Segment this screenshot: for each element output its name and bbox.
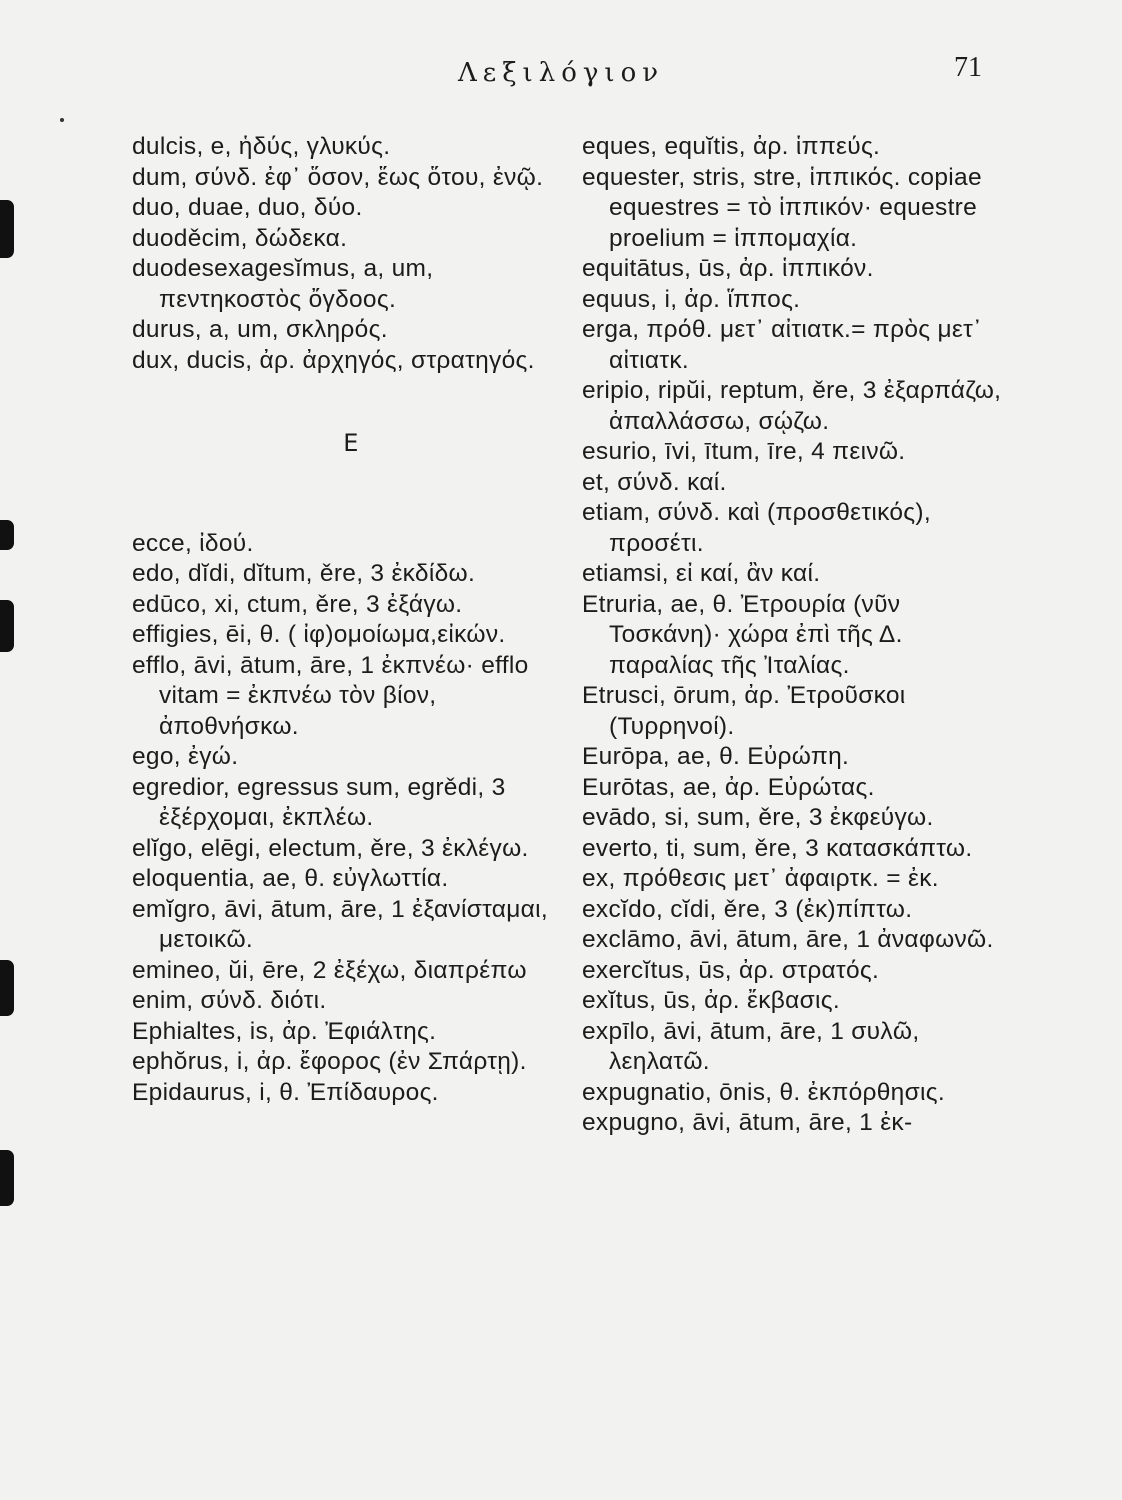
dictionary-entry: expugnatio, ōnis, θ. ἐκπόρθησις. — [582, 1078, 945, 1106]
dictionary-entry: Eurōtas, ae, ἀρ. Εὐρώτας. — [582, 773, 875, 801]
dictionary-entry: dulcis, e, ἡδύς, γλυκύς. — [132, 133, 391, 160]
left-entries-before — [132, 132, 570, 376]
dictionary-entry: Eurōpa, ae, θ. Εὐρώπη. — [582, 743, 850, 770]
dictionary-entry: eloquentia, ae, θ. εὐγλωττία. — [132, 865, 449, 892]
dictionary-entry: etiamsi, εἰ καί, ἂν καί. — [582, 560, 821, 587]
dictionary-entry: etiam, σύνδ. καὶ (προσθετικός), προσέτι. — [582, 499, 931, 557]
dictionary-entry: duodesexagesĭmus, a, um, πεντηκοστὸς ὄγδοος. — [132, 255, 434, 313]
dictionary-entry: expīlo, āvi, ātum, āre, 1 συλῶ, λεηλατῶ. — [582, 1017, 920, 1075]
dictionary-entry: enim, σύνδ. διότι. — [132, 987, 327, 1014]
right-entries — [582, 132, 1012, 1139]
dictionary-entry: esurio, īvi, ītum, īre, 4 πεινῶ. — [582, 438, 906, 465]
dictionary-entry: edo, dĭdi, dĭtum, ěre, 3 ἐκδίδω. — [132, 560, 476, 587]
dictionary-entry: effigies, ēi, θ. ( ἰφ)ομοίωμα,εἰκών. — [132, 621, 506, 648]
dictionary-entry: equus, i, ἀρ. ἵππος. — [582, 285, 801, 313]
dictionary-entry: Ephialtes, is, ἀρ. Ἐφιάλτης. — [132, 1017, 437, 1045]
dictionary-entry: equester, stris, stre, ἱππικός. copiae equestres = τὸ ἱππικόν· equestre proelium = ἱππομαχία. — [582, 163, 982, 252]
dictionary-entry: eques, equĭtis, ἀρ. ἱππεύς. — [582, 133, 881, 160]
right-column — [582, 132, 1012, 1139]
dictionary-entry: edūco, xi, ctum, ěre, 3 ἐξάγω. — [132, 590, 463, 618]
binding-mark — [0, 520, 14, 550]
dictionary-entry: dum, σύνδ. ἐφ᾽ ὅσον, ἕως ὅτου, ἐνῷ. — [132, 163, 544, 191]
binding-mark — [0, 960, 14, 1016]
page-title: Λεξιλόγιον — [457, 58, 665, 88]
dictionary-entry: exercĭtus, ūs, ἀρ. στρατός. — [582, 956, 880, 984]
dictionary-entry: ephŏrus, i, ἀρ. ἔφορος (ἐν Σπάρτῃ). — [132, 1048, 527, 1075]
dictionary-entry: elĭgo, elēgi, electum, ěre, 3 ἐκλέγω. — [132, 834, 529, 862]
dictionary-entry: Etruria, ae, θ. Ἐτρουρία (νῦν Τοσκάνη)· χώρα ἐπὶ τῆς Δ. παραλίας τῆς Ἰταλίας. — [582, 590, 903, 679]
dictionary-entry: duoděcim, δώδεκα. — [132, 224, 348, 252]
dictionary-entry: eripio, ripŭi, reptum, ěre, 3 ἐξαρπάζω, ἀπαλλάσσω, σῴζω. — [582, 377, 1002, 435]
dictionary-entry: egredior, egressus sum, egrědi, 3 ἐξέρχομαι, ἐκπλέω. — [132, 773, 506, 831]
dictionary-entry: equitātus, ūs, ἀρ. ἱππικόν. — [582, 255, 874, 282]
dictionary-entry: emĭgro, āvi, ātum, āre, 1 ἐξανίσταμαι, μετοικῶ. — [132, 895, 548, 953]
page-number: 71 — [954, 52, 982, 83]
dictionary-entry: Etrusci, ōrum, ἀρ. Ἐτροῦσκοι (Τυρρηνοί). — [582, 682, 906, 740]
margin-dot — [60, 118, 64, 122]
dictionary-entry: dux, ducis, ἀρ. ἀρχηγός, στρατηγός. — [132, 346, 535, 374]
dictionary-entry: exĭtus, ūs, ἀρ. ἔκβασις. — [582, 987, 840, 1014]
dictionary-entry: excĭdo, cĭdi, ěre, 3 (ἐκ)πίπτω. — [582, 895, 913, 923]
binding-mark — [0, 1150, 14, 1206]
dictionary-entry: expugno, āvi, ātum, āre, 1 ἐκ- — [582, 1109, 913, 1136]
dictionary-entry: ex, πρόθεσις μετ᾽ ἀφαιρτκ. = ἐκ. — [582, 865, 939, 892]
dictionary-entry: ego, ἐγώ. — [132, 743, 239, 770]
dictionary-entry: duo, duae, duo, δύο. — [132, 194, 363, 221]
dictionary-entry: durus, a, um, σκληρός. — [132, 316, 388, 343]
dictionary-entry: erga, πρόθ. μετ᾽ αἰτιατκ.= πρὸς μετ᾽ αἰτιατκ. — [582, 316, 982, 374]
dictionary-entry: et, σύνδ. καί. — [582, 468, 727, 496]
dictionary-entry: evādo, si, sum, ěre, 3 ἐκφεύγω. — [582, 804, 934, 831]
binding-mark — [0, 200, 14, 258]
section-letter: E — [343, 429, 359, 457]
dictionary-entry: ecce, ἰδού. — [132, 529, 254, 557]
left-entries-after — [132, 529, 570, 1109]
left-column — [132, 132, 570, 1108]
dictionary-entry: exclāmo, āvi, ātum, āre, 1 ἀναφωνῶ. — [582, 926, 994, 953]
dictionary-entry: emineo, ŭi, ēre, 2 ἐξέχω, διαπρέπω — [132, 956, 527, 984]
dictionary-entry: everto, ti, sum, ěre, 3 κατασκάπτω. — [582, 834, 973, 862]
binding-mark — [0, 600, 14, 652]
dictionary-entry: efflo, āvi, ātum, āre, 1 ἐκπνέω· efflo vitam = ἐκπνέω τὸν βίον, ἀποθνήσκω. — [132, 651, 529, 740]
dictionary-entry: Epidaurus, i, θ. Ἐπίδαυρος. — [132, 1078, 439, 1106]
